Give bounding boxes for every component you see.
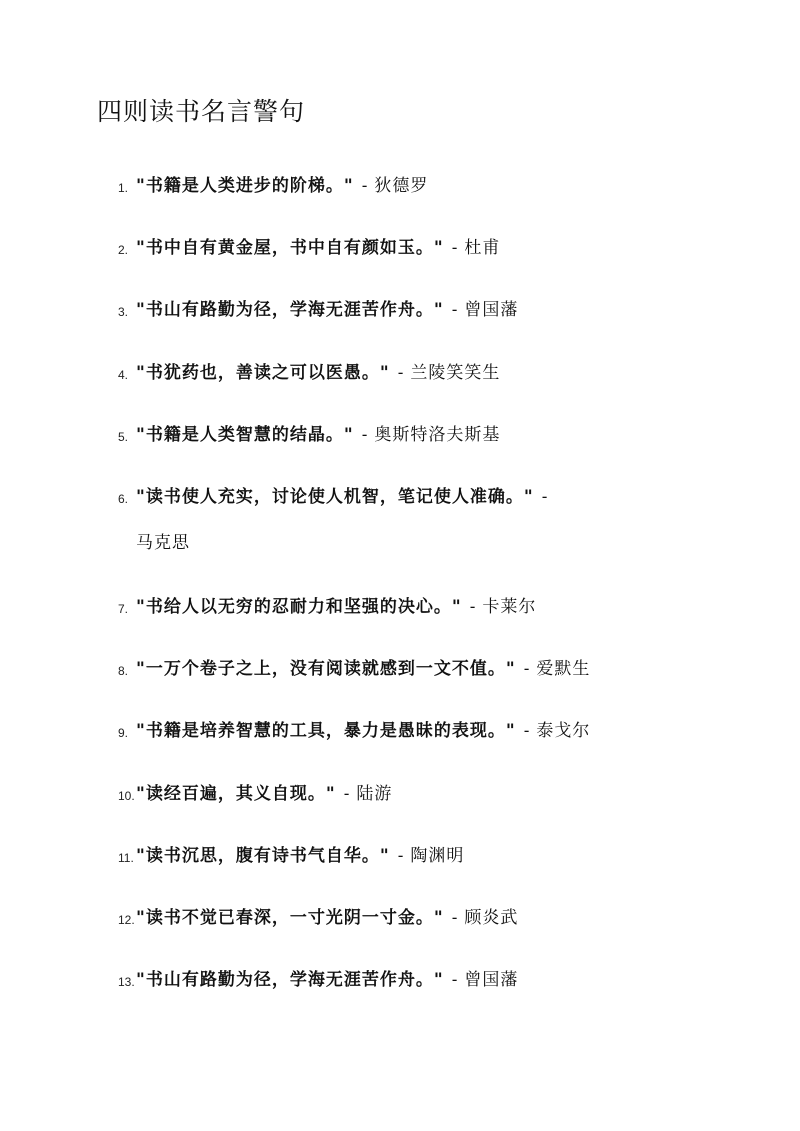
quote-author: 陶渊明 xyxy=(410,845,465,866)
quote-text: "一万个卷子之上，没有阅读就感到一文不值。" xyxy=(136,659,516,680)
quote-list xyxy=(118,170,718,1026)
list-item xyxy=(118,840,718,902)
item-number: 12. xyxy=(118,912,135,927)
list-item xyxy=(118,357,718,419)
quote-body xyxy=(136,840,464,872)
dash: - xyxy=(451,907,459,927)
quote-author: 卡莱尔 xyxy=(482,596,537,617)
quote-text: "书籍是培养智慧的工具，暴力是愚昧的表现。" xyxy=(136,721,516,742)
list-item xyxy=(118,294,718,356)
quote-text: "书山有路勤为径，学海无涯苦作舟。" xyxy=(136,300,444,321)
quote-body xyxy=(136,715,590,747)
quote-body xyxy=(136,778,392,810)
quote-text: "读书不觉已春深，一寸光阴一寸金。" xyxy=(136,907,444,928)
quote-text: "书给人以无穷的忍耐力和坚强的决心。" xyxy=(136,596,462,617)
item-number: 3. xyxy=(118,305,129,320)
quote-author: 狄德罗 xyxy=(374,176,429,196)
list-item xyxy=(118,591,718,653)
list-item xyxy=(118,902,718,964)
item-number: 5. xyxy=(118,429,129,444)
item-number: 6. xyxy=(118,491,129,506)
quote-body xyxy=(136,902,518,934)
quote-body xyxy=(136,232,500,264)
page-title: 四则读书名言警句 xyxy=(97,97,306,126)
item-number: 7. xyxy=(118,601,129,616)
dash: - xyxy=(451,970,459,990)
list-item xyxy=(118,653,718,715)
quote-body xyxy=(136,419,500,451)
list-item xyxy=(118,481,718,591)
quote-author: 曾国藩 xyxy=(464,970,519,991)
quote-text: "书籍是人类智慧的结晶。" xyxy=(136,424,354,445)
quote-body xyxy=(136,170,428,202)
item-number: 4. xyxy=(118,367,129,382)
dash: - xyxy=(397,362,405,382)
list-item xyxy=(118,715,718,777)
quote-body xyxy=(136,964,518,996)
item-number: 13. xyxy=(118,975,135,990)
dash: - xyxy=(469,596,477,616)
quote-text: "书籍是人类进步的阶梯。" xyxy=(136,176,354,196)
item-number: 8. xyxy=(118,664,129,679)
dash: - xyxy=(523,721,531,741)
item-number: 11. xyxy=(118,850,134,865)
item-number: 9. xyxy=(118,726,129,741)
dash: - xyxy=(451,300,459,320)
item-number: 2. xyxy=(118,243,129,258)
item-number: 10. xyxy=(118,788,135,803)
quote-text: "读经百遍，其义自现。" xyxy=(136,783,336,804)
list-item xyxy=(118,170,718,232)
quote-author: 马克思 xyxy=(136,532,190,553)
quote-author: 泰戈尔 xyxy=(536,721,591,742)
quote-author: 爱默生 xyxy=(536,659,591,680)
quote-text: "读书使人充实，讨论使人机智，笔记使人准确。" xyxy=(136,486,534,507)
quote-author: 曾国藩 xyxy=(464,300,519,321)
quote-body xyxy=(136,591,536,623)
quote-body xyxy=(136,357,500,389)
item-number: 1. xyxy=(118,181,129,195)
quote-author: 顾炎武 xyxy=(464,907,519,928)
list-item xyxy=(118,232,718,294)
dash: - xyxy=(361,176,369,195)
quote-text: "书中自有黄金屋，书中自有颜如玉。" xyxy=(136,238,444,259)
quote-author: 奥斯特洛夫斯基 xyxy=(374,424,501,445)
dash: - xyxy=(541,486,549,506)
quote-author: 陆游 xyxy=(356,783,393,804)
list-item xyxy=(118,419,718,481)
quote-text: "书犹药也，善读之可以医愚。" xyxy=(136,362,390,383)
quote-body xyxy=(136,653,590,685)
quote-body xyxy=(136,481,636,559)
quote-text: "书山有路勤为径，学海无涯苦作舟。" xyxy=(136,970,444,991)
list-item xyxy=(118,964,718,1026)
dash: - xyxy=(343,783,351,803)
quote-author: 兰陵笑笑生 xyxy=(410,362,501,383)
quote-author: 杜甫 xyxy=(464,238,501,259)
quote-body xyxy=(136,294,518,326)
dash: - xyxy=(451,238,459,258)
list-item xyxy=(118,778,718,840)
dash: - xyxy=(361,424,369,444)
dash: - xyxy=(523,659,531,679)
quote-text: "读书沉思，腹有诗书气自华。" xyxy=(136,845,390,866)
dash: - xyxy=(397,845,405,865)
